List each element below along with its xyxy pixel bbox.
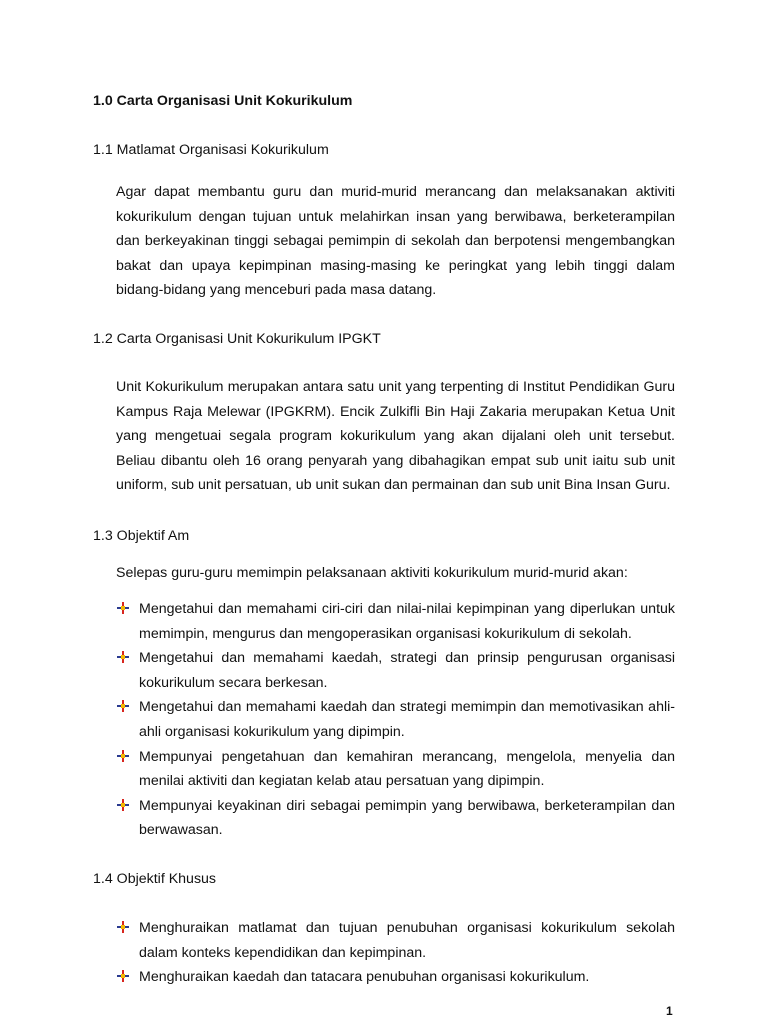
bullet-text: Menghuraikan kaedah dan tatacara penubuhan organisasi kokurikulum. — [139, 969, 590, 986]
section-paragraph-1-2: Unit Kokurikulum merupakan antara satu unit yang terpenting di Institut Pendidikan Guru Kampus Raja Melewar (IPGKRM). Encik Zulkifli Bin Haji Zakaria merupakan Ketua Unit yang mengetuai segala program kokurikulum yang akan dijalani oleh unit tersebut. Beliau dibantu oleh 16 orang penyarah yang dibahagikan empat sub unit iaitu sub unit uniform, sub unit persatuan, ub unit sukan dan permainan dan sub unit Bina Insan Guru. — [116, 379, 675, 494]
section-heading-1-4: 1.4 Objektif Khusus — [93, 871, 217, 887]
list-item — [116, 916, 675, 965]
bullet-text: Menghuraikan matlamat dan tujuan penubuhan organisasi kokurikulum sekolah dalam konteks kependidikan dan kepimpinan. — [139, 920, 675, 961]
objektif-am-list — [116, 597, 675, 843]
bullet-text: Mempunyai keyakinan diri sebagai pemimpin yang berwibawa, berketerampilan dan berwawasan. — [139, 797, 675, 839]
list-item — [116, 965, 675, 990]
list-item — [116, 695, 675, 744]
bullet-text: Mengetahui dan memahami kaedah, strategi dan prinsip pengurusan organisasi kokurikulum secara berkesan. — [139, 650, 675, 691]
cross-arrow-bullet-icon — [117, 700, 129, 712]
bullet-text: Mengetahui dan memahami kaedah dan strategi memimpin dan memotivasikan ahli-ahli organisasi kokurikulum yang dipimpin. — [139, 699, 675, 740]
section-heading-1-3: 1.3 Objektif Am — [93, 528, 190, 544]
section-heading-1-1: 1.1 Matlamat Organisasi Kokurikulum — [93, 142, 329, 158]
list-item — [116, 745, 675, 794]
document-title: 1.0 Carta Organisasi Unit Kokurikulum — [93, 93, 353, 109]
section-paragraph-1-3: Selepas guru-guru memimpin pelaksanaan aktiviti kokurikulum murid-murid akan: — [116, 565, 628, 581]
list-item — [116, 597, 675, 646]
cross-arrow-bullet-icon — [117, 799, 129, 811]
cross-arrow-bullet-icon — [117, 921, 129, 933]
cross-arrow-bullet-icon — [117, 651, 129, 663]
bullet-text: Mempunyai pengetahuan dan kemahiran merancang, mengelola, menyelia dan menilai aktiviti dan kegiatan kelab atau persatuan yang dipimpin. — [139, 748, 675, 790]
list-item — [116, 794, 675, 843]
section-paragraph-1-1: Agar dapat membantu guru dan murid-murid merancang dan melaksanakan aktiviti kokurikulum dengan tujuan untuk melahirkan insan yang berwibawa, berketerampilan dan berkeyakinan tinggi sebagai pemimpin di sekolah dan berpotensi mengembangkan bakat dan upaya kepimpinan masing-masing ke peringkat yang lebih tinggi dalam bidang-bidang yang menceburi pada masa datang. — [116, 184, 675, 299]
page-number: 1 — [666, 1004, 673, 1018]
cross-arrow-bullet-icon — [117, 602, 129, 614]
list-item — [116, 646, 675, 695]
cross-arrow-bullet-icon — [117, 970, 129, 982]
bullet-text: Mengetahui dan memahami ciri-ciri dan nilai-nilai kepimpinan yang diperlukan untuk memimpin, mengurus dan mengoperasikan organisasi kokurikulum di sekolah. — [139, 601, 675, 642]
section-heading-1-2: 1.2 Carta Organisasi Unit Kokurikulum IPGKT — [93, 331, 381, 347]
objektif-khusus-list — [116, 916, 675, 990]
cross-arrow-bullet-icon — [117, 750, 129, 762]
